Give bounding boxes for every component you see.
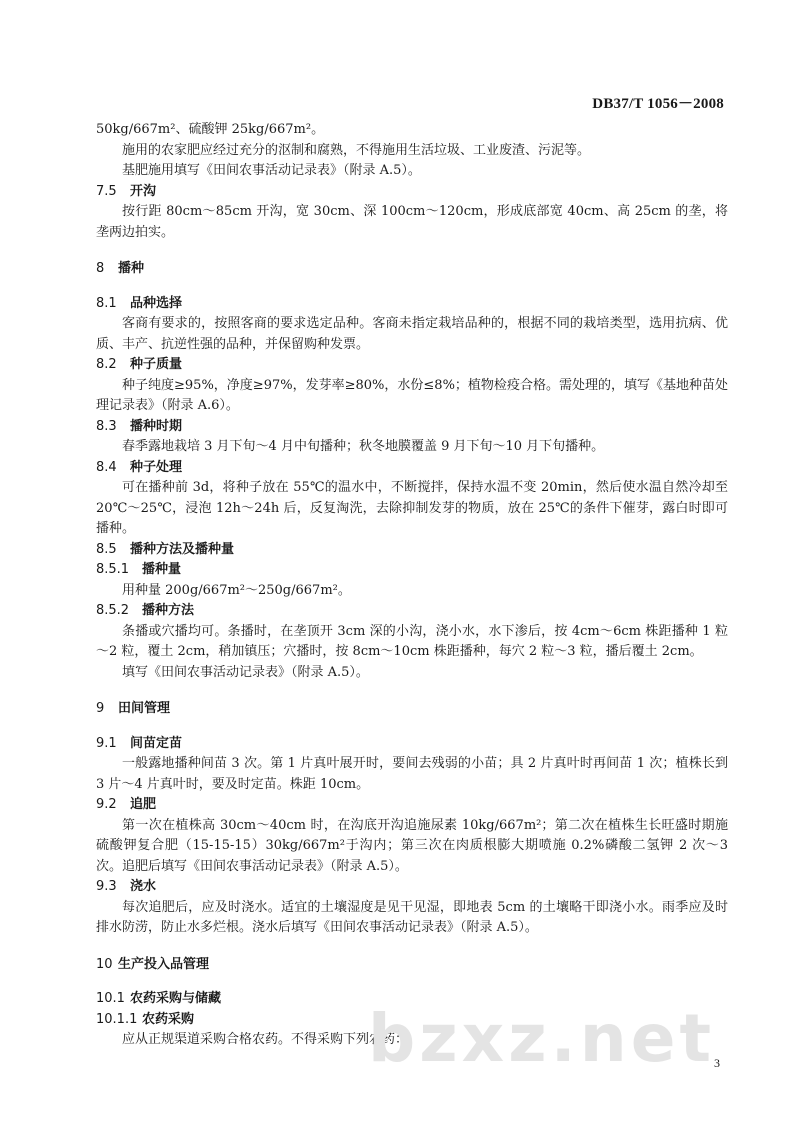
heading-title: 生产投入品管理 xyxy=(118,956,210,972)
watermark: bzxz.net xyxy=(368,1000,716,1077)
page-number: 3 xyxy=(714,1056,720,1070)
heading-number: 9.3 xyxy=(96,879,117,894)
heading-number: 8.5 xyxy=(96,541,117,557)
paragraph: 按行距 80cm～85cm 开沟，宽 30cm、深 100cm～120cm，形成底部宽 40cm、高 25cm 的垄，将垄两边拍实。 xyxy=(96,204,728,240)
heading-number: 8.5.1 xyxy=(96,562,130,577)
section-heading xyxy=(96,458,728,479)
heading-title: 种子质量 xyxy=(130,357,183,372)
heading-title: 间苗定苗 xyxy=(130,735,183,751)
heading-number: 8.2 xyxy=(96,357,117,372)
heading-title: 播种方法及播种量 xyxy=(130,541,235,557)
paragraph: 施用的农家肥应经过充分的沤制和腐熟，不得施用生活垃圾、工业废渣、污泥等。 xyxy=(122,142,591,158)
section-heading xyxy=(96,294,728,315)
paragraph: 第一次在植株高 30cm～40cm 时，在沟底开沟追施尿素 10kg/667m²；第二次在植株生长旺盛时期施硫酸钾复合肥（15-15-15）30kg/667m²于沟内；第三次在肉质根膨大期喷施 0.2%磷酸二氢钾 2 次～3 次。追肥后填写《田间农事活动记录表》（附录 A.5）。 xyxy=(96,817,728,874)
document-body xyxy=(96,120,728,1051)
heading-number: 10.1.1 xyxy=(96,1011,138,1027)
paragraph: 客商有要求的，按照客商的要求选定品种。客商未指定栽培品种的，根据不同的栽培类型，选用抗病、优质、丰产、抗逆性强的品种，并保留购种发票。 xyxy=(96,316,728,352)
paragraph: 填写《田间农事活动记录表》（附录 A.5）。 xyxy=(122,664,369,680)
chapter-heading xyxy=(96,259,728,280)
heading-title: 追肥 xyxy=(130,797,157,812)
heading-number: 9.1 xyxy=(96,735,117,751)
paragraph: 应从正规渠道采购合格农药。不得采购下列农药： xyxy=(122,1032,409,1047)
paragraph: 50kg/667m²、硫酸钾 25kg/667m²。 xyxy=(96,122,325,137)
heading-title: 农药采购与储藏 xyxy=(130,991,222,1006)
heading-number: 9.2 xyxy=(96,797,117,812)
section-heading xyxy=(96,540,728,561)
subsubsection-heading xyxy=(96,601,728,622)
heading-number: 8.5.2 xyxy=(96,603,130,618)
paragraph: 可在播种前 3d，将种子放在 55℃的温水中，不断搅拌，保持水温不变 20min，然后使水温自然冷却至 20℃～25℃，浸泡 12h～24h 后，反复淘洗，去除抑制发芽的物质，放在 25℃的条件下催芽，露白时即可播种。 xyxy=(96,480,728,536)
heading-title: 品种选择 xyxy=(130,295,183,311)
heading-number: 8 xyxy=(96,261,105,276)
standard-code: DB37/T 1056－2008 xyxy=(592,96,724,112)
heading-number: 7.5 xyxy=(96,183,117,199)
paragraph: 每次追肥后，应及时浇水。适宜的土壤湿度是见干见湿，即地表 5cm 的土壤略干即浇小水。雨季应及时排水防涝，防止水多烂根。浇水后填写《田间农事活动记录表》（附录 A.5）。 xyxy=(96,899,728,935)
paragraph: 条播或穴播均可。条播时，在垄顶开 3cm 深的小沟，浇小水，水下渗后，按 4cm～6cm 株距播种 1 粒～2 粒，覆土 2cm，稍加镇压；穴播时，按 8cm～10cm 株距播种，每穴 2 粒～3 粒，播后覆土 2cm。 xyxy=(96,623,728,659)
heading-number: 8.1 xyxy=(96,295,117,311)
heading-number: 9 xyxy=(96,701,105,716)
paragraph: 一般露地播种间苗 3 次。第 1 片真叶展开时，要间去残弱的小苗；具 2 片真叶时再间苗 1 次；植株长到 3 片～4 片真叶时，要及时定苗。株距 10cm。 xyxy=(96,756,728,792)
paragraph: 基肥施用填写《田间农事活动记录表》（附录 A.5）。 xyxy=(122,163,421,178)
heading-title: 播种时期 xyxy=(130,418,183,434)
section-heading xyxy=(96,877,728,898)
heading-title: 农药采购 xyxy=(142,1011,195,1027)
subsubsection-heading xyxy=(96,560,728,581)
heading-number: 8.4 xyxy=(96,459,117,475)
heading-title: 播种 xyxy=(118,261,145,276)
section-heading xyxy=(96,417,728,438)
section-heading xyxy=(96,355,728,376)
section-heading xyxy=(96,795,728,816)
section-heading xyxy=(96,182,728,203)
heading-title: 种子处理 xyxy=(130,459,183,475)
heading-title: 播种量 xyxy=(142,562,182,577)
section-heading xyxy=(96,734,728,755)
heading-number: 10 xyxy=(96,956,113,972)
heading-title: 播种方法 xyxy=(142,603,195,618)
heading-number: 10.1 xyxy=(96,991,125,1006)
paragraph: 种子纯度≥95%，净度≥97%，发芽率≥80%，水份≤8%；植物检疫合格。需处理的，填写《基地种苗处理记录表》（附录 A.6）。 xyxy=(96,377,728,413)
paragraph: 春季露地栽培 3 月下旬～4 月中旬播种；秋冬地膜覆盖 9 月下旬～10 月下旬播种。 xyxy=(122,439,605,454)
heading-number: 8.3 xyxy=(96,418,117,434)
heading-title: 田间管理 xyxy=(118,701,171,716)
chapter-heading xyxy=(96,699,728,720)
chapter-heading xyxy=(96,955,728,976)
heading-title: 浇水 xyxy=(130,879,157,894)
paragraph: 用种量 200g/667m²～250g/667m²。 xyxy=(122,582,351,598)
heading-title: 开沟 xyxy=(130,183,157,199)
